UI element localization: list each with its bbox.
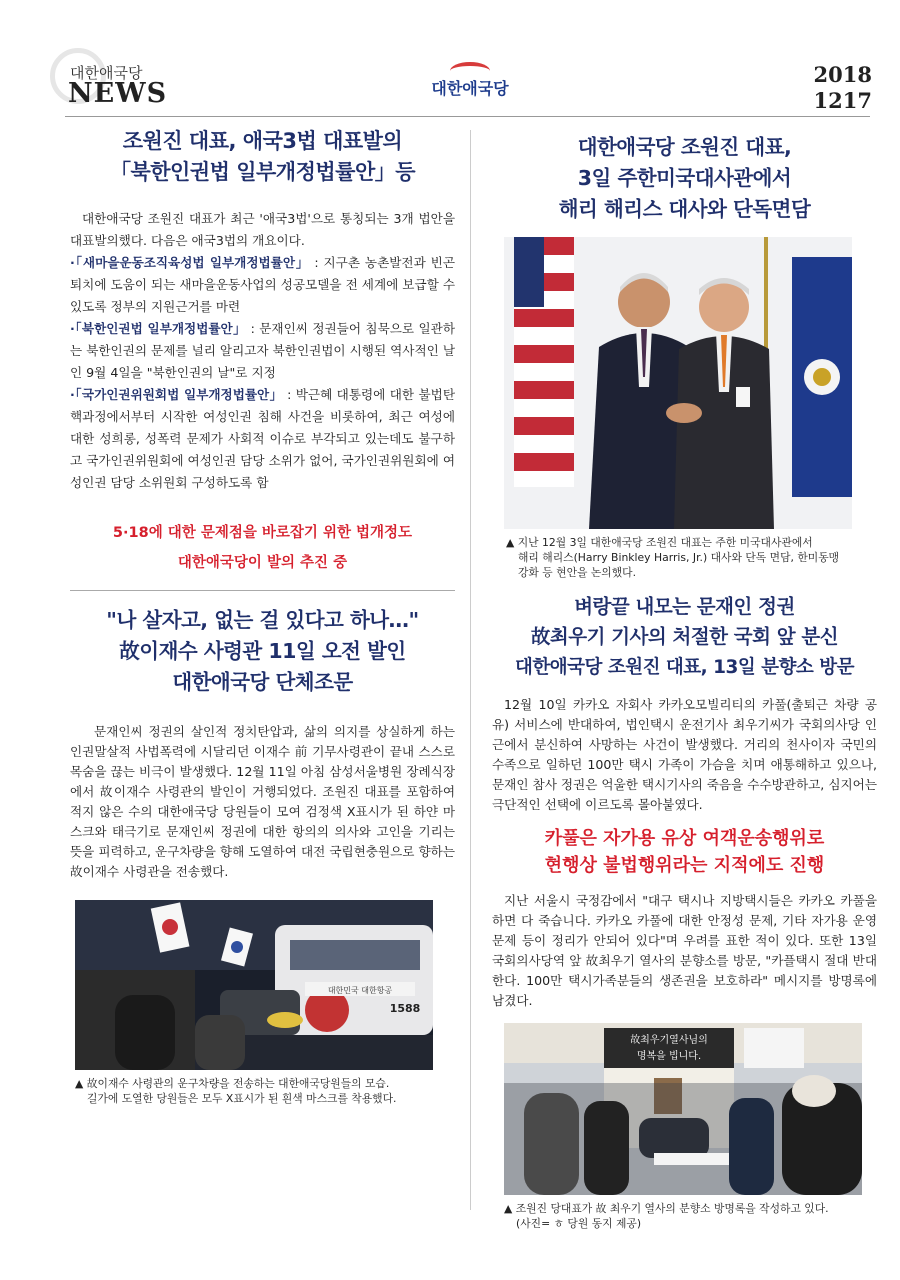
party-logo [420, 62, 520, 106]
article-headline [492, 592, 877, 683]
headline-line: 해리 해리스 대사와 단독면담 [558, 197, 811, 221]
article-body: 지난 서울시 국정감에서 "대구 택시나 지방택시들은 카카오 카풀을 하면 다 죽습니다. 카카오 카풀에 대한 안정성 문제, 기타 자가용 운영 문제 등이 정리가 안되어 있다"며 우려를 표한 적이 있다. 또한 13일 국회의사당역 앞 故최우기 열사의 분향소를 방문, "카플택시 절대 반대한다. 100만 택시가족분들의 생존권을 보호하라" 메시지를 방명록에 남겼다. [492, 893, 877, 1008]
memorial-photo-illustration [504, 1023, 862, 1195]
funeral-photo [75, 900, 433, 1070]
photo-caption [75, 1076, 455, 1106]
article-ambassador-meeting [492, 132, 877, 580]
law-description: : 지구촌 농촌발전과 빈곤퇴치에 도움이 되는 새마을운동사업의 성공모델을 전 세계에 보급할 수 있도록 정부의 지원근거를 마련 [70, 255, 455, 314]
section-separator [70, 590, 455, 591]
headline-line: 대한애국당 단체조문 [172, 670, 353, 694]
headline-line: 故이재수 사령관 11일 오전 발인 [119, 639, 406, 663]
logo-text: 대한애국당 [431, 79, 509, 98]
law-item [70, 318, 455, 384]
red-line: 5·18에 대한 문제점을 바로잡기 위한 법개정도 [112, 525, 413, 541]
article-intro: 대한애국당 조원진 대표가 최근 '애국3법'으로 통칭되는 3개 법안을 대표발의했다. 다음은 애국3법의 개요이다. [70, 211, 455, 248]
ambassador-photo-illustration [504, 237, 852, 529]
article-body-wrapper [492, 891, 877, 1011]
caption-line: (사진= ㅎ 당원 동지 제공) [516, 1217, 642, 1230]
memorial-banner-text: 명복을 빕니다. [636, 1051, 702, 1062]
article-headline [70, 605, 455, 698]
caption-line: ▲ 조원진 당대표가 故 최우기 열사의 분향소 방명록을 작성하고 있다. [504, 1202, 829, 1215]
headline-line: 대한애국당 조원진 대표, [577, 135, 792, 159]
masthead [0, 0, 900, 118]
left-column [70, 126, 455, 1106]
right-column [492, 132, 877, 1231]
law-description: : 문재인씨 정권들어 침묵으로 일관하는 북한인권의 문제를 널리 알리고자 북한인권법이 시행된 역사적인 날인 9월 4일을 "북한인권의 날"로 지정 [70, 321, 456, 380]
headline-line: 벼랑끝 내모는 문재인 정권 [574, 595, 795, 618]
red-subheadline [70, 518, 455, 578]
issue-year: 2018 [813, 62, 872, 87]
article-patriot-laws [70, 126, 455, 578]
law-item [70, 252, 455, 318]
bus-number-text: 1588 [389, 1002, 421, 1015]
article-funeral [70, 605, 455, 1106]
headline-line: 3일 주한미국대사관에서 [577, 166, 792, 190]
article-body: 문재인씨 정권의 살인적 정치탄압과, 삶의 의지를 상실하게 하는 인권말살적 사법폭력에 시달리던 이재수 前 기무사령관이 끝내 스스로 목숨을 끊는 비극이 발생했다. 12월 11일 아침 삼성서울병원 장례식장에서 故이재수 사령관의 발인이 거행되었다. 조원진 대표를 포함하여 적지 않은 수의 대한애국당 당원들이 모여 검정색 X표시가 된 하얀 마스크와 태극기로 문재인씨 정권에 대한 항의의 의사와 고인을 기리는 뜻을 피력하고, 운구차량을 향해 도열하여 대전 국립현충원으로 향하는 故이재수 사령관을 전송했다. [70, 724, 455, 879]
memorial-photo [504, 1023, 862, 1195]
memorial-banner-text: 故최우기열사님의 [630, 1035, 708, 1046]
us-flag-graphic [514, 237, 574, 487]
caption-line: ▲ 故이재수 사령관의 운구차량을 전송하는 대한애국당원들의 모습. [75, 1077, 390, 1090]
column-divider [470, 130, 471, 1210]
ambassador-photo [504, 237, 852, 529]
law-item [70, 384, 455, 494]
masthead-rule [65, 116, 870, 117]
article-body: 12월 10일 카카오 자회사 카카오모빌리티의 카풀(출퇴근 차량 공유) 서비스에 반대하여, 법인택시 운전기사 최우기씨가 국회의사당 인근에서 분신하여 사망하는 사건이 발생했다. 거리의 천사이자 국민의 수족으로 일하던 100만 택시 가족이 가슴을 치며 애통해하고 있으나, 문재인 참사 정권은 억울한 택시기사의 죽음을 수수방관하고, 심지어는 극단적인 선택에 이르도록 몰아붙였다. [492, 697, 877, 812]
photo-caption [504, 1201, 877, 1231]
article-headline [492, 132, 877, 225]
red-subheadline [492, 825, 877, 879]
funeral-photo-illustration [75, 900, 433, 1070]
headline-line: 故최우기 기사의 처절한 국회 앞 분신 [530, 625, 839, 648]
law-description: : 박근혜 대통령에 대한 불법탄핵과정에서부터 시작한 여성인권 침해 사건을 비롯하여, 최근 여성에 대한 성희롱, 성폭력 문제가 사회적 이슈로 부각되고 있는데도 불구하고 국가인권위원회에 여성인권 담당 소위가 없어, 국가인권위원회에 여성인권 담당 소위원회 구성하도록 함 [70, 387, 456, 490]
brand-news-title: NEWS [68, 78, 168, 109]
red-line: 현행상 불법행위라는 지적에도 진행 [544, 855, 825, 876]
red-line: 대한애국당이 발의 추진 중 [177, 555, 348, 571]
caption-line: 길가에 도열한 당원들은 모두 X표시가 된 흰색 마스크를 착용했다. [87, 1092, 397, 1105]
law-name: ·「새마을운동조직육성법 일부개정법률안」 [70, 255, 310, 270]
red-line: 카풀은 자가용 유상 여객운송행위로 [544, 828, 825, 849]
headline-line: 「북한인권법 일부개정법률안」등 [109, 160, 416, 184]
headline-line: 조원진 대표, 애국3법 대표발의 [122, 129, 403, 153]
bus-sign-text: 대한민국 대한항공 [327, 986, 393, 995]
caption-line: ▲ 지난 12월 3일 대한애국당 조원진 대표는 주한 미국대사관에서 [506, 536, 813, 549]
law-name: ·「북한인권법 일부개정법률안」 [70, 321, 247, 336]
headline-line: "나 살자고, 없는 걸 있다고 하나…" [106, 608, 419, 632]
article-headline [70, 126, 455, 188]
photo-caption [506, 535, 877, 580]
article-body-wrapper [492, 695, 877, 815]
caption-line: 강화 등 현안을 논의했다. [518, 566, 637, 579]
brand-name-small: 대한애국당 [70, 64, 143, 82]
law-name: ·「국가인권위원회법 일부개정법률안」 [70, 387, 283, 402]
issue-month-day: 1217 [813, 88, 872, 113]
caption-line: 해리 해리스(Harry Binkley Harris, Jr.) 대사와 단독 면담, 한미동맹 [518, 551, 840, 564]
article-taxi-driver [492, 592, 877, 1231]
headline-line: 대한애국당 조원진 대표, 13일 분향소 방문 [515, 657, 854, 678]
article-body-wrapper [70, 722, 455, 882]
